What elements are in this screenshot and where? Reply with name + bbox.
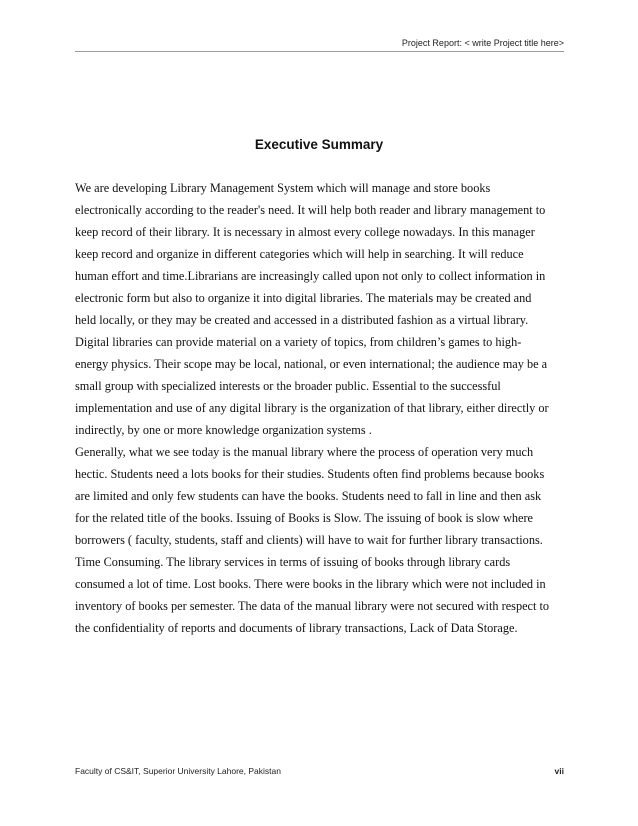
body-line: keep record and organize in different categories which will help in searching. It will reduce	[75, 247, 524, 261]
body-line: energy physics. Their scope may be local, national, or even international; the audience may be a	[75, 357, 548, 371]
body-line: borrowers ( faculty, students, staff and clients) will have to wait for further library transactions.	[75, 533, 543, 547]
body-line: indirectly, by one or more knowledge organization systems .	[75, 423, 372, 437]
body-line: hectic. Students need a lots books for their studies. Students often find problems because books	[75, 467, 545, 481]
body-line: electronically according to the reader's need. It will help both reader and library management to	[75, 203, 546, 217]
body-paragraphs	[75, 177, 565, 639]
body-line: for the related title of the books. Issuing of Books is Slow. The issuing of book is slow where	[75, 511, 534, 525]
body-line: held locally, or they may be created and accessed in a distributed fashion as a virtual library.	[75, 313, 529, 327]
body-line: small group with specialized interests or the broader public. Essential to the successful	[75, 379, 501, 393]
body-line: Time Consuming. The library services in terms of issuing of books through library cards	[75, 555, 511, 569]
body-line: We are developing Library Management System which will manage and store books	[75, 181, 491, 195]
body-line: the confidentiality of reports and documents of library transactions, Lack of Data Storage.	[75, 621, 518, 635]
page-header: Project Report: < write Project title here>	[75, 38, 564, 52]
page-title: Executive Summary	[254, 137, 384, 152]
footer-text: Faculty of CS&IT, Superior University Lahore, Pakistan	[75, 766, 281, 776]
body-line: electronic form but also to organize it into digital libraries. The materials may be created and	[75, 291, 532, 305]
body-line: human effort and time.Librarians are increasingly called upon not only to collect information in	[75, 269, 546, 283]
body-line: Generally, what we see today is the manual library where the process of operation very much	[75, 445, 534, 459]
body-line: consumed a lot of time. Lost books. There were books in the library which were not included in	[75, 577, 546, 591]
body-line: keep record of their library. It is necessary in almost every college nowadays. In this manager	[75, 225, 535, 239]
body-line: Digital libraries can provide material on a variety of topics, from children’s games to high-	[75, 335, 522, 349]
page-footer	[75, 766, 564, 776]
body-line: inventory of books per semester. The data of the manual library were not secured with respect to	[75, 599, 550, 613]
body-line: implementation and use of any digital library is the organization of that library, either directly or	[75, 401, 549, 415]
page-number: vii	[554, 766, 564, 776]
body-line: are limited and only few students can have the books. Students need to fall in line and then ask	[75, 489, 542, 503]
